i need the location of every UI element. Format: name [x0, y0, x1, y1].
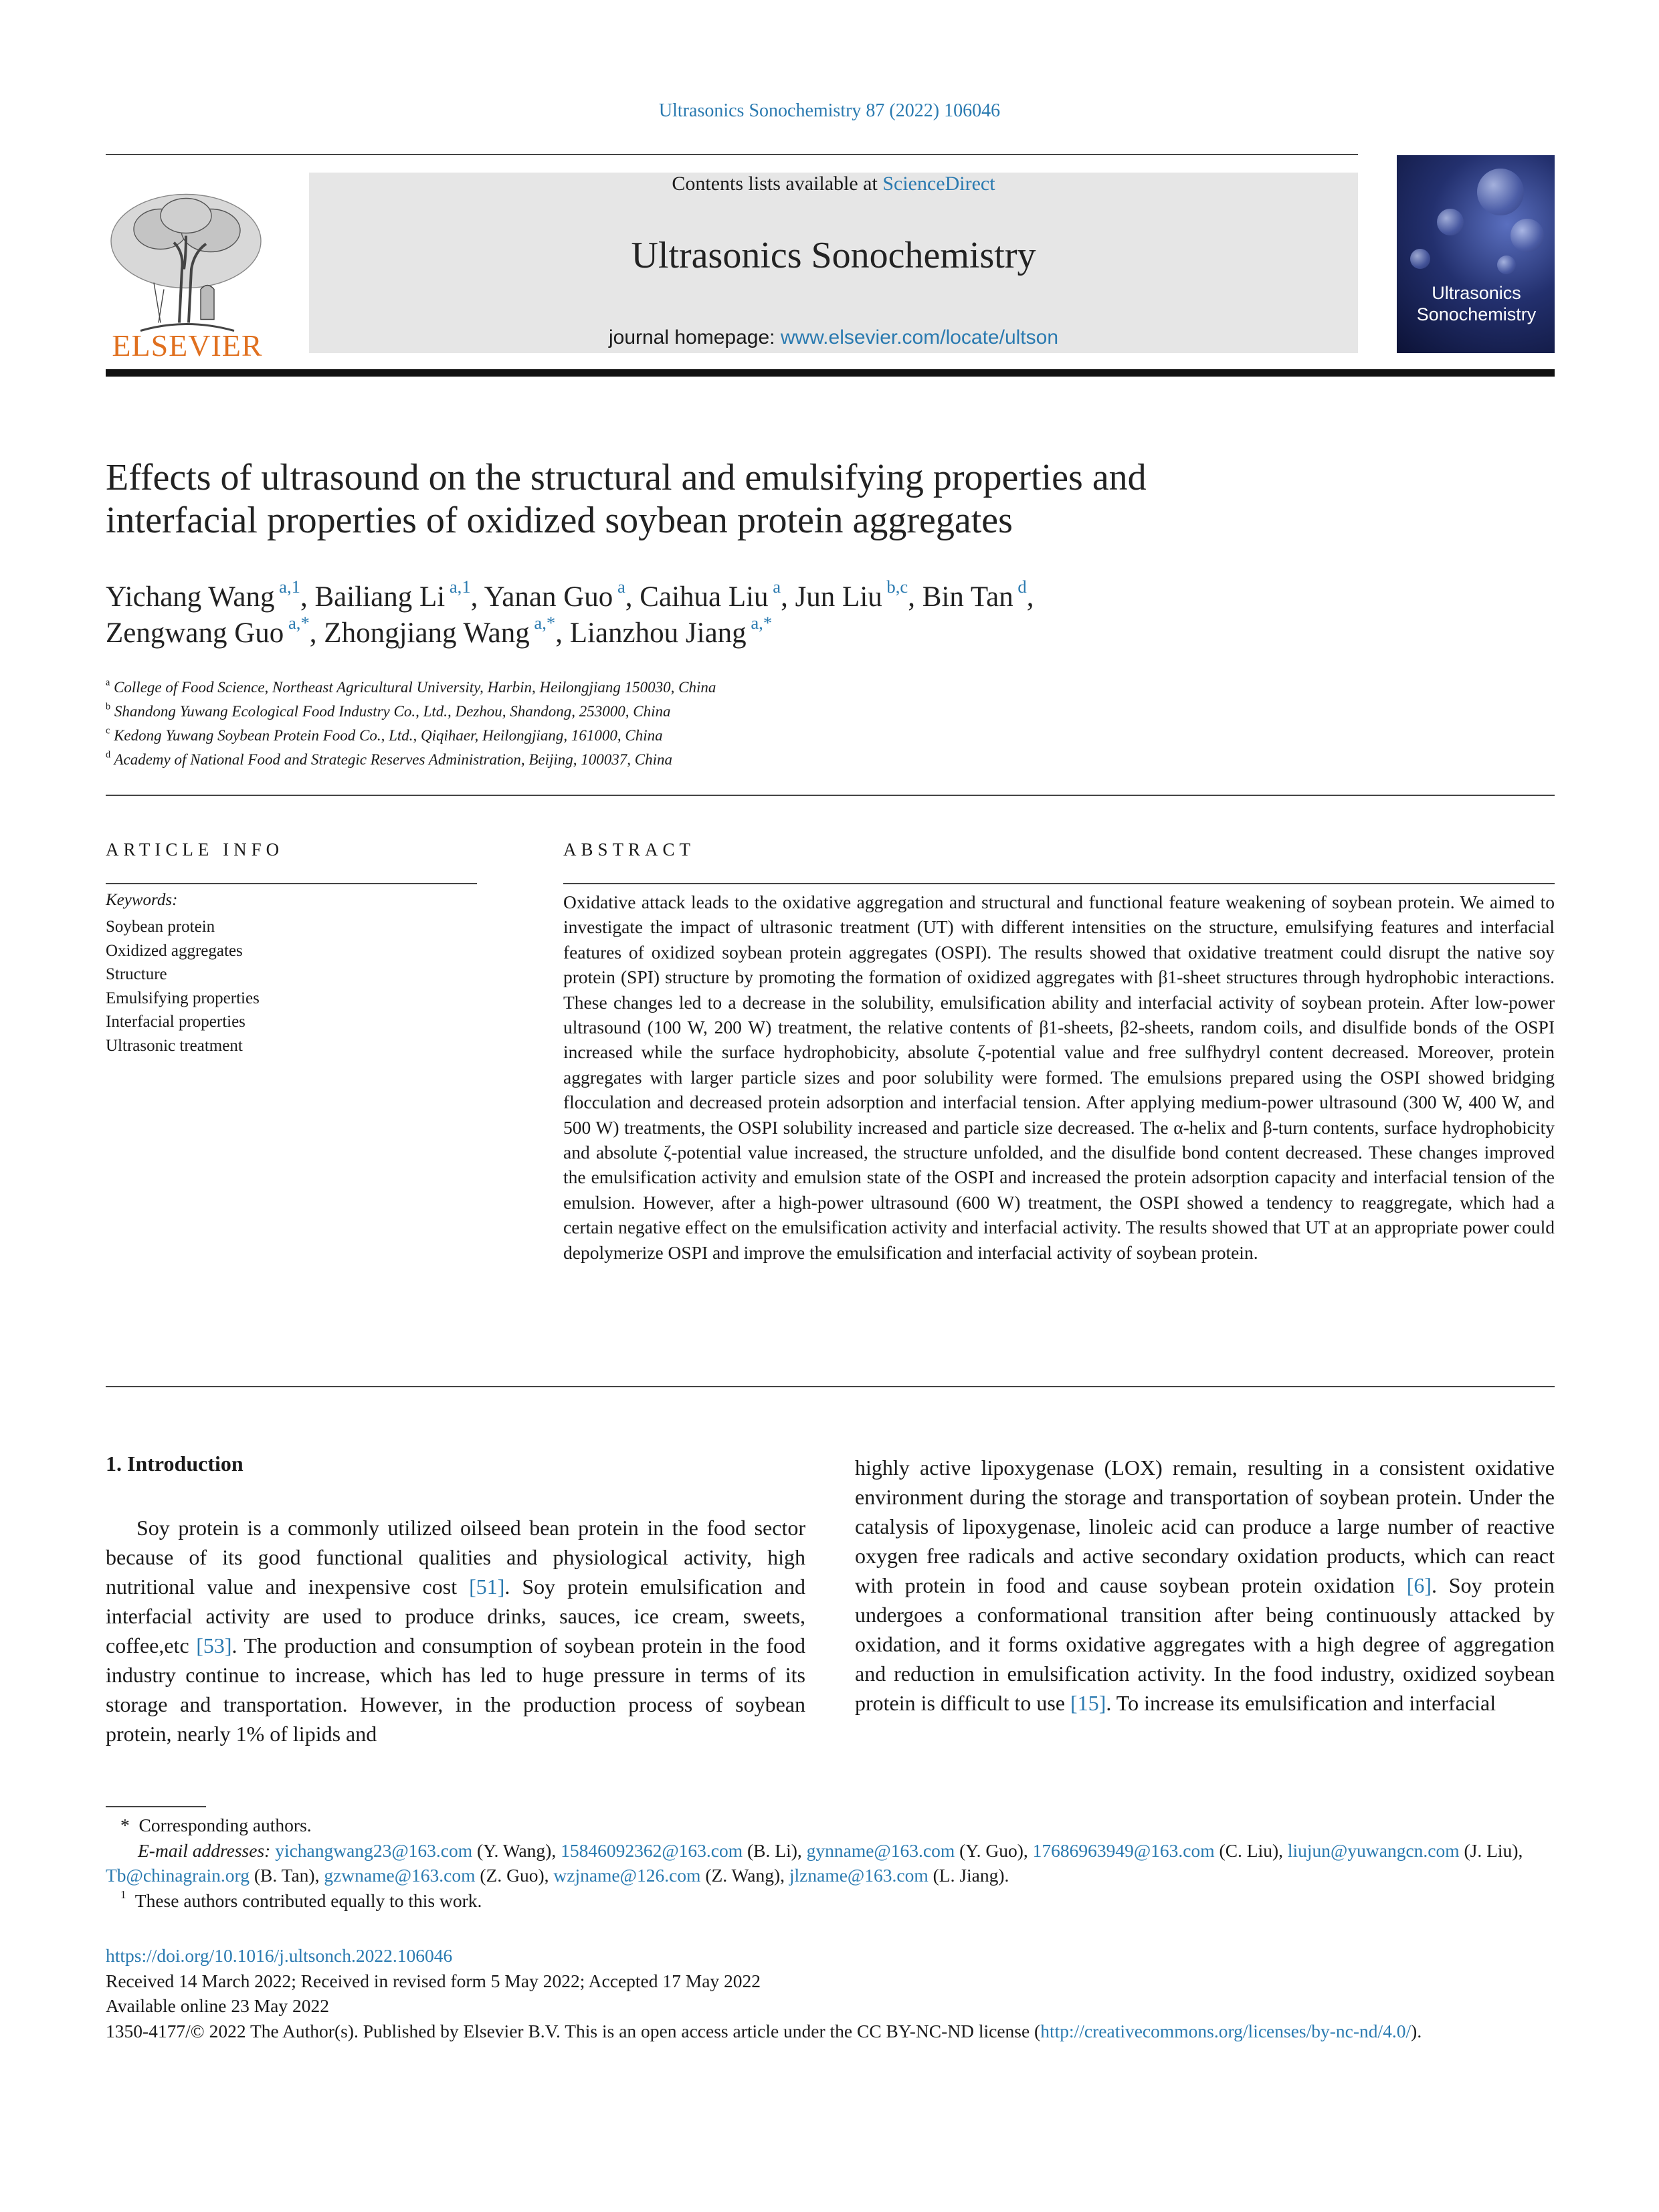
affiliation — [106, 676, 1510, 700]
author-separator: , — [309, 617, 324, 649]
keyword: Ultrasonic treatment — [106, 1036, 243, 1055]
cover-title — [1399, 282, 1553, 325]
header-rule — [106, 154, 1358, 155]
author-name[interactable]: Bin Tan — [922, 581, 1013, 613]
homepage-link[interactable]: www.elsevier.com/locate/ultson — [780, 326, 1059, 348]
author-separator: , — [908, 581, 922, 613]
author-affiliation-marks[interactable]: a,* — [529, 613, 556, 633]
keyword: Oxidized aggregates — [106, 941, 243, 960]
email-owner: (Z. Wang), — [700, 1865, 785, 1886]
article-title — [106, 456, 1510, 542]
corresponding-text: Corresponding authors. — [138, 1815, 312, 1835]
license-link[interactable]: http://creativecommons.org/licenses/by-nc-nd/4.0/ — [1040, 2020, 1411, 2041]
cover-title-line2: Sonochemistry — [1416, 304, 1537, 324]
email-list — [106, 1840, 1523, 1886]
affiliation-mark: c — [106, 725, 110, 736]
abstract-heading: ABSTRACT — [563, 839, 696, 860]
affiliation-text: Shandong Yuwang Ecological Food Industry Co., Ltd., Dezhou, Shandong, 253000, China — [110, 703, 671, 720]
author-name[interactable]: Bailiang Li — [314, 581, 446, 613]
author-separator: , — [300, 581, 315, 613]
email-owner: (C. Liu), — [1214, 1839, 1284, 1861]
email-link[interactable]: liujun@yuwangcn.com — [1283, 1839, 1460, 1861]
author-list — [106, 579, 1510, 651]
author-separator: , — [555, 617, 570, 649]
received-dates: Received 14 March 2022; Received in revised form 5 May 2022; Accepted 17 May 2022 — [106, 1970, 761, 1991]
equal-contribution-note — [106, 1888, 1555, 1914]
author-name[interactable]: Zhongjiang Wang — [324, 617, 530, 649]
intro-text: Soy protein is a commonly utilized oilseed bean protein in the food sector because of its good functional qualities and physiological activity, high nutritional value and inexpensive cost — [106, 1516, 805, 1599]
email-link[interactable]: 17686963949@163.com — [1028, 1839, 1215, 1861]
affiliation-text: Kedong Yuwang Soybean Protein Food Co., Ltd., Qiqihaer, Heilongjiang, 161000, China — [110, 727, 663, 744]
thick-header-rule — [106, 369, 1555, 377]
email-owner: (L. Jiang). — [928, 1865, 1009, 1886]
license-line — [106, 2019, 1555, 2044]
journal-homepage-line — [309, 326, 1358, 349]
footnotes — [106, 1813, 1555, 1913]
affiliation-mark: a — [106, 677, 110, 688]
title-line-2: interfacial properties of oxidized soybean protein aggregates — [106, 500, 1013, 541]
contents-prefix: Contents lists available at — [672, 173, 878, 195]
keywords-list — [106, 915, 260, 1058]
available-online: Available online 23 May 2022 — [106, 1995, 330, 2016]
keyword: Emulsifying properties — [106, 989, 260, 1007]
title-line-1: Effects of ultrasound on the structural and emulsifying properties and — [106, 457, 1147, 498]
email-link[interactable]: wzjname@126.com — [549, 1865, 701, 1886]
author-affiliation-marks[interactable]: a — [613, 577, 625, 597]
intro-text: . To increase its emulsification and interfacial — [1106, 1691, 1496, 1715]
author-name[interactable]: Lianzhou Jiang — [569, 617, 747, 649]
keyword: Soybean protein — [106, 918, 215, 936]
intro-text: . Soy protein undergoes a conformational transition after being continuously attacked by oxidation, and it forms oxidative aggregates with a high degree of aggregation and reduction in emulsification activity. In the food industry, oxidized soybean protein is difficult to use — [855, 1573, 1555, 1715]
abstract-rule — [563, 883, 1555, 884]
cover-title-line1: Ultrasonics — [1432, 283, 1521, 303]
intro-text: highly active lipoxygenase (LOX) remain, resulting in a consistent oxidative environment during the storage and transportation of soybean protein. Under the catalysis of lipoxygenase, linoleic acid can produce a large number of reactive oxygen free radicals and active secondary oxidation products, which can react with protein in food and cause soybean protein oxidation — [855, 1455, 1555, 1597]
email-link[interactable]: gzwname@163.com — [319, 1865, 476, 1886]
keyword: Structure — [106, 965, 167, 983]
affiliation — [106, 700, 1510, 724]
doi-link[interactable]: https://doi.org/10.1016/j.ultsonch.2022.106046 — [106, 1945, 453, 1966]
citation-link[interactable]: [6] — [1406, 1573, 1432, 1597]
author-affiliation-marks[interactable]: a,1 — [445, 577, 471, 597]
email-link[interactable]: yichangwang23@163.com — [275, 1839, 473, 1861]
email-link[interactable]: gynname@163.com — [801, 1839, 955, 1861]
affiliation — [106, 724, 1510, 748]
article-info-rule — [106, 883, 477, 884]
abstract-text: Oxidative attack leads to the oxidative aggregation and structural and functional feature weakening of soybean protein. We aimed to investigate the impact of ultrasonic treatment (UT) with different intensities on the structure, emulsifying features and interfacial features of oxidized soybean protein aggregates (OSPI). The results showed that oxidative treatment could disrupt the native soy protein (SPI) structure by promoting the formation of oxidized aggregates with β1-sheet structures through hydrophobic interactions. These changes led to a decrease in the solubility, emulsification ability and interfacial activity of soybean protein. After low-power ultrasound (100 W, 200 W) treatment, the relative contents of β1-sheets, β2-sheets, random coils, and disulfide bonds of the OSPI increased while the surface hydrophobicity, absolute ζ-potential value and free sulfhydryl content decreased. Moreover, protein aggregates with larger particle sizes and poor solubility were formed. The emulsions prepared using the OSPI showed bridging flocculation and decreased protein adsorption and interfacial tension. After applying medium-power ultrasound (300 W, 400 W, and 500 W) treatments, the OSPI solubility increased and particle size decreased. The α-helix and β-turn contents, surface hydrophobicity and absolute ζ-potential value increased, the structure unfolded, and the disulfide bond content decreased. These changes improved the emulsification activity and emulsion state of the OSPI and increased the protein adsorption capacity and interfacial tension of the emulsion. However, after a high-power ultrasound (600 W) treatment, the OSPI showed a tendency to reaggregate, which had a certain negative effect on the emulsification activity and interfacial activity. The results showed that UT at an appropriate power could depolymerize OSPI and improve the emulsification and interfacial activity of soybean protein. — [563, 892, 1555, 1263]
author-name[interactable]: Jun Liu — [795, 581, 882, 613]
email-owner: (J. Liu), — [1459, 1839, 1523, 1861]
email-link[interactable]: jlzname@163.com — [785, 1865, 929, 1886]
author-name[interactable]: Caihua Liu — [640, 581, 769, 613]
author-affiliation-marks[interactable]: a,1 — [274, 577, 300, 597]
email-owner: (Z. Guo), — [475, 1865, 549, 1886]
equal-text: These authors contributed equally to this work. — [134, 1890, 482, 1911]
author-separator: , — [1026, 581, 1034, 613]
section-rule — [106, 795, 1555, 796]
keyword: Interfacial properties — [106, 1013, 246, 1031]
author-separator: , — [470, 581, 484, 613]
affiliation-mark: d — [106, 749, 111, 761]
contents-available-line — [309, 173, 1358, 195]
journal-name: Ultrasonics Sonochemistry — [631, 235, 1036, 276]
author-affiliation-marks[interactable]: d — [1013, 577, 1027, 597]
body-column-right — [855, 1453, 1555, 1718]
keywords-label: Keywords: — [106, 891, 178, 909]
elsevier-wordmark[interactable]: ELSEVIER — [112, 328, 263, 363]
author-affiliation-marks[interactable]: a,* — [284, 613, 310, 633]
author-separator: , — [781, 581, 795, 613]
email-label: E-mail addresses: — [138, 1839, 271, 1861]
affiliation-text: Academy of National Food and Strategic Reserves Administration, Beijing, 100037, China — [110, 751, 672, 768]
publication-info — [106, 1943, 1555, 2043]
body-column-left — [106, 1513, 805, 1748]
affiliation-text: College of Food Science, Northeast Agricultural University, Harbin, Heilongjiang 150030, China — [110, 679, 716, 696]
footnote-rule — [106, 1806, 206, 1807]
license-suffix: ). — [1411, 2020, 1422, 2041]
email-link[interactable]: Tb@chinagrain.org — [106, 1865, 250, 1886]
affiliation-mark: b — [106, 701, 111, 712]
author-affiliation-marks[interactable]: a — [768, 577, 781, 597]
citation-link[interactable]: [53] — [196, 1633, 232, 1657]
intro-text: . Soy protein emulsification and interfacial activity are used to produce drinks, sauces, ice cream, sweets, coffee,etc — [106, 1575, 806, 1657]
author-name[interactable]: Yichang Wang — [106, 581, 275, 613]
citation-link[interactable]: [51] — [469, 1575, 505, 1599]
author-name[interactable]: Yanan Guo — [484, 581, 613, 613]
author-name[interactable]: Zengwang Guo — [106, 617, 284, 649]
author-separator: , — [625, 581, 640, 613]
license-prefix: 1350-4177/© 2022 The Author(s). Published by Elsevier B.V. This is an open access article under the CC BY-NC-ND license ( — [106, 2020, 1041, 2041]
article-info-heading: ARTICLE INFO — [106, 839, 284, 860]
email-link[interactable]: 15846092362@163.com — [556, 1839, 743, 1861]
author-affiliation-marks[interactable]: b,c — [882, 577, 908, 597]
email-owner: (B. Li), — [743, 1839, 802, 1861]
email-owner: (Y. Wang), — [472, 1839, 557, 1861]
intro-text: . The production and consumption of soybean protein in the food industry continue to increase, which has led to huge pressure in terms of its storage and transportation. However, in the production process of soybean protein, nearly 1% of lipids and — [106, 1633, 806, 1746]
citation-link[interactable]: [15] — [1070, 1691, 1106, 1715]
author-affiliation-marks[interactable]: a,* — [746, 613, 773, 633]
equal-mark: 1 — [120, 1888, 126, 1901]
affiliations — [106, 676, 1510, 772]
corresponding-note — [106, 1813, 1555, 1838]
homepage-prefix: journal homepage: — [608, 326, 775, 348]
email-owner: (B. Tan), — [249, 1865, 320, 1886]
email-owner: (Y. Guo), — [955, 1839, 1028, 1861]
running-header[interactable]: Ultrasonics Sonochemistry 87 (2022) 106046 — [658, 100, 1001, 121]
sciencedirect-link[interactable]: ScienceDirect — [882, 173, 995, 195]
introduction-heading: 1. Introduction — [106, 1451, 243, 1476]
affiliation — [106, 748, 1510, 772]
section-rule-bottom — [106, 1386, 1555, 1387]
email-addresses — [106, 1838, 1555, 1888]
corresponding-mark: * — [120, 1815, 130, 1835]
